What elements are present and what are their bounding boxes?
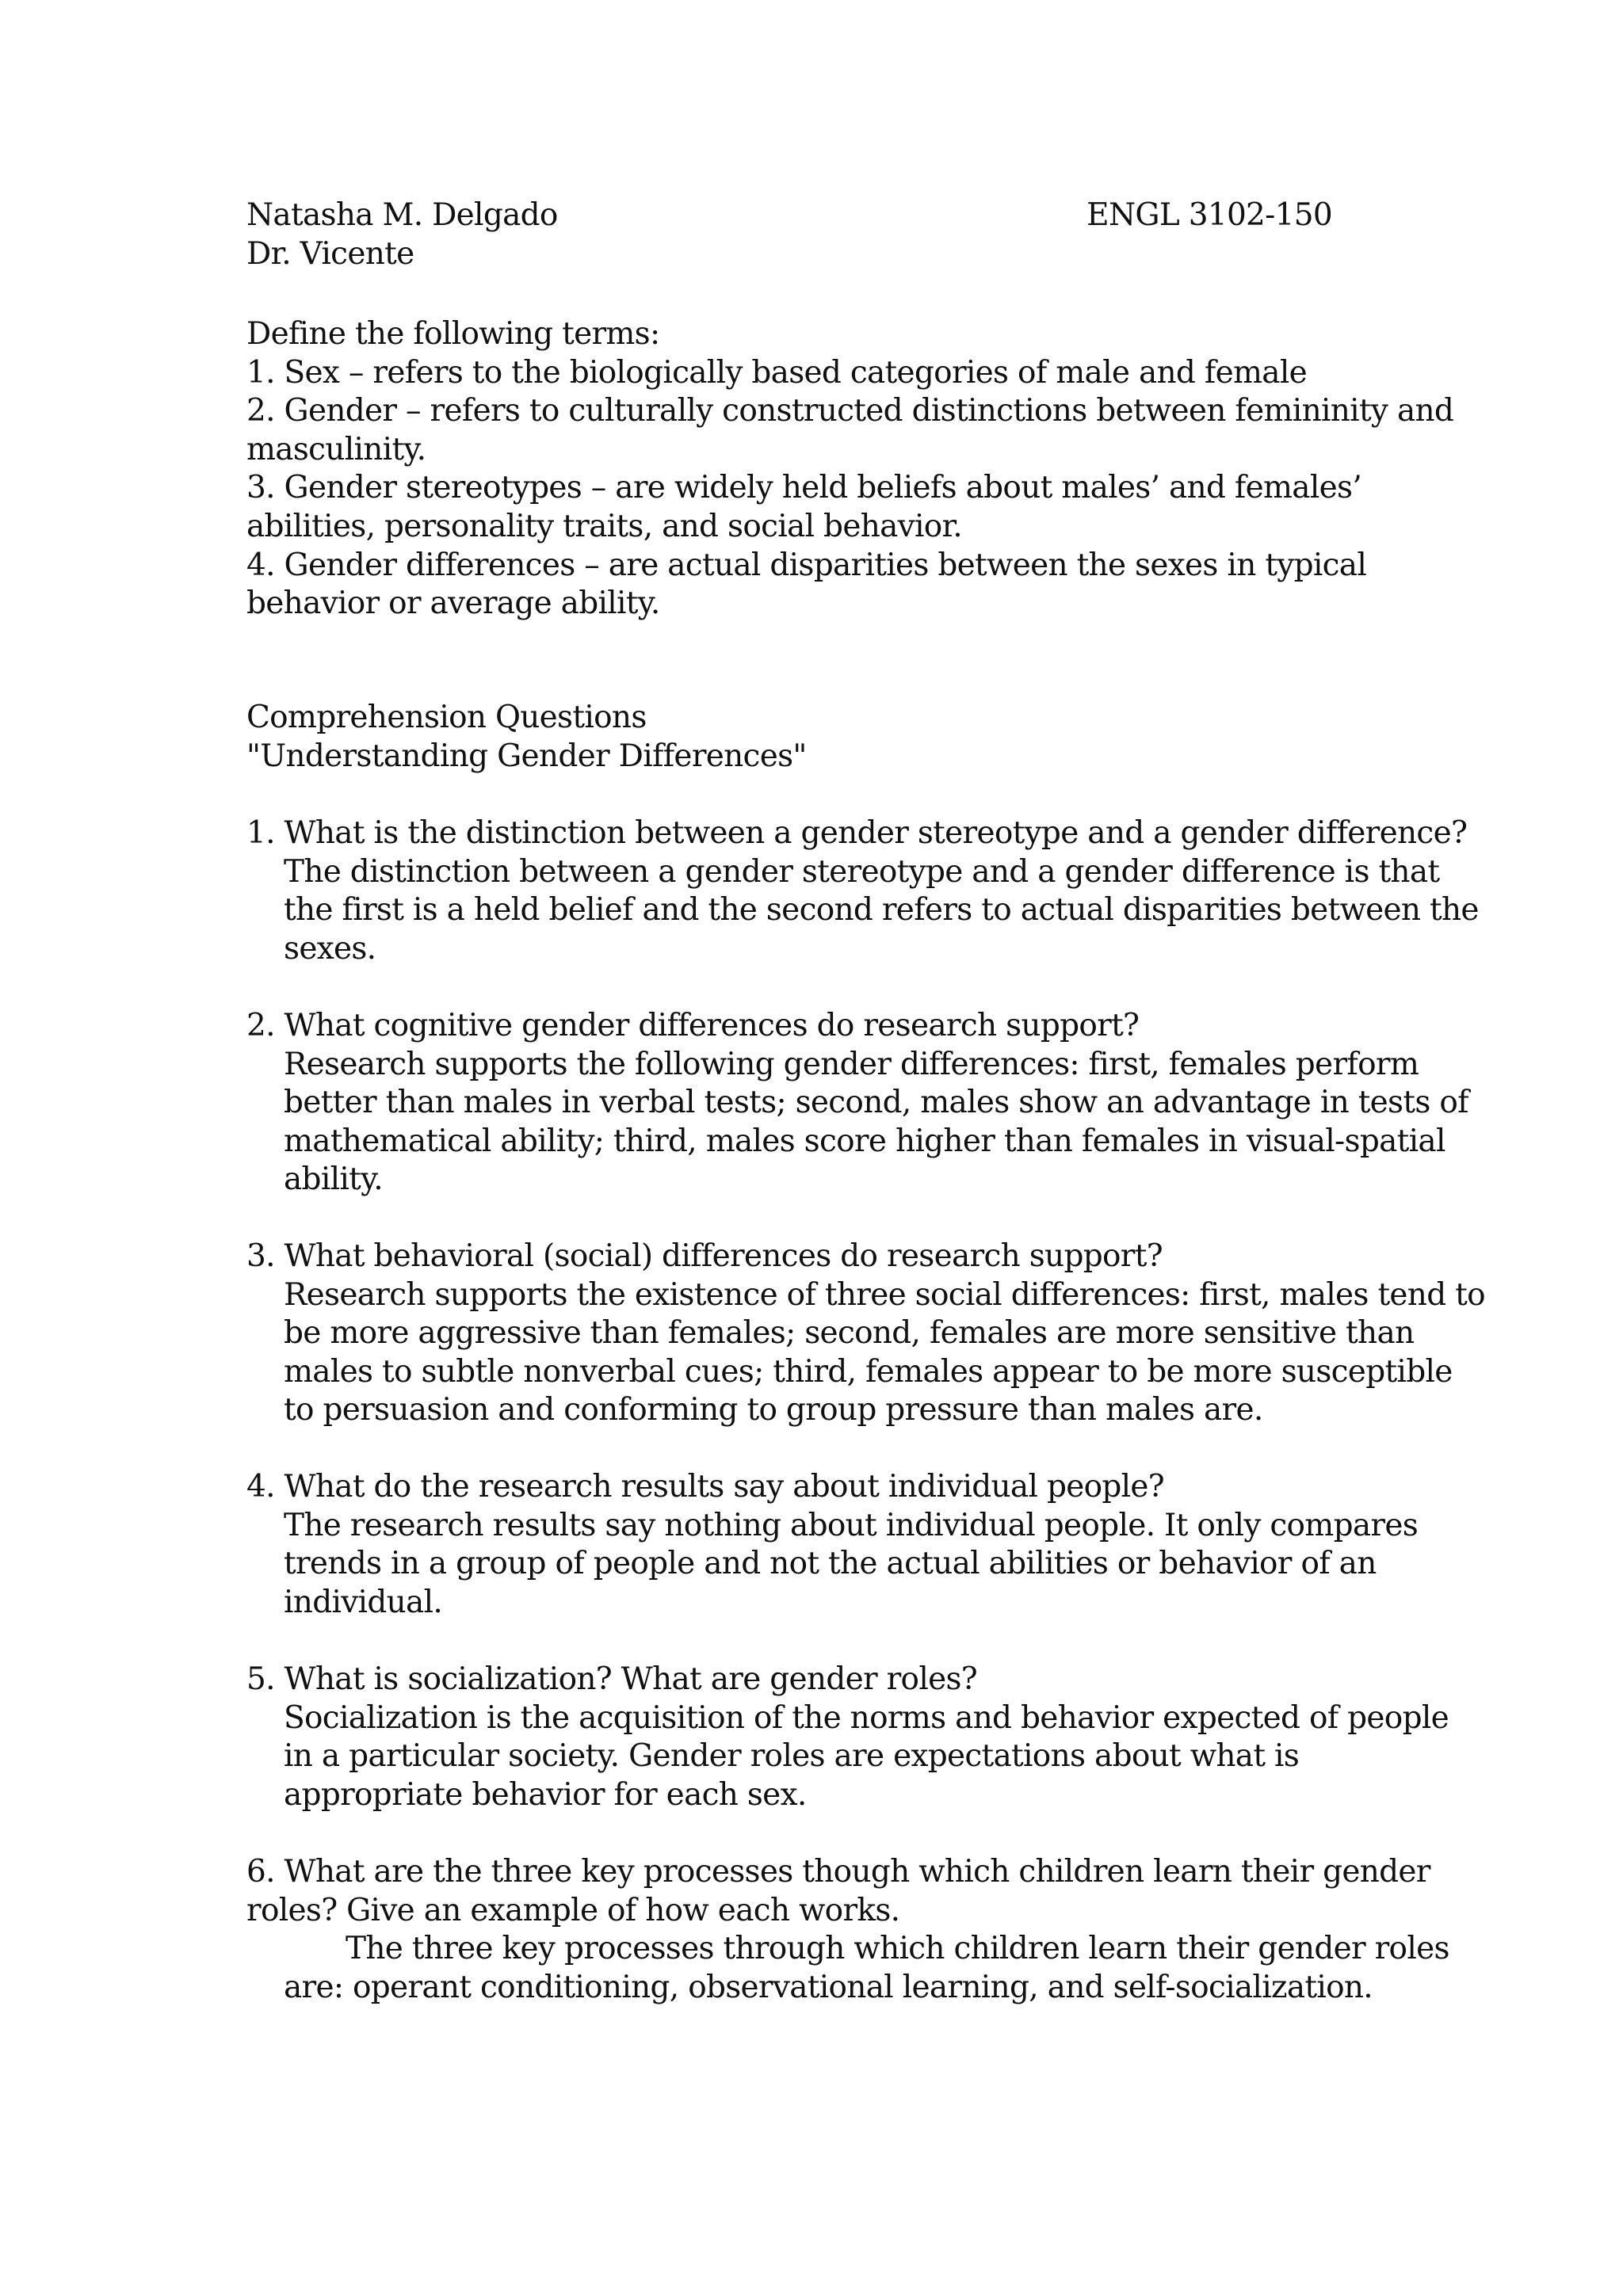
term-line: 1. Sex – refers to the biologically based categories of male and female bbox=[246, 354, 1307, 391]
answer-line: The distinction between a gender stereotype and a gender difference is that bbox=[284, 853, 1440, 890]
question-text: 3. What behavioral (social) differences do research support? bbox=[246, 1238, 1163, 1274]
comprehension-subheading: "Understanding Gender Differences" bbox=[246, 738, 807, 774]
term-line: 4. Gender differences – are actual disparities between the sexes in typical bbox=[246, 547, 1367, 583]
answer-line: be more aggressive than females; second, females are more sensitive than bbox=[284, 1315, 1415, 1352]
answer-line: in a particular society. Gender roles are expectations about what is bbox=[284, 1738, 1300, 1775]
term-line: 3. Gender stereotypes – are widely held beliefs about males’ and females’ bbox=[246, 470, 1362, 506]
question-block-1 bbox=[246, 814, 1479, 968]
question-text: 1. What is the distinction between a gender stereotype and a gender difference? bbox=[246, 815, 1468, 851]
answer-line: better than males in verbal tests; second, males show an advantage in tests of bbox=[284, 1085, 1468, 1121]
term-line: abilities, personality traits, and social behavior. bbox=[246, 508, 962, 544]
answer-line: individual. bbox=[284, 1584, 443, 1620]
answer-line: The three key processes through which children learn their gender roles bbox=[346, 1931, 1449, 1967]
answer-line: to persuasion and conforming to group pressure than males are. bbox=[284, 1392, 1263, 1428]
answer-line: ability. bbox=[284, 1161, 383, 1198]
question-block-4 bbox=[246, 1468, 1418, 1622]
student-name: Natasha M. Delgado bbox=[246, 197, 558, 233]
answer-line: males to subtle nonverbal cues; third, females appear to be more susceptible bbox=[284, 1353, 1453, 1390]
document-header bbox=[246, 196, 1380, 273]
term-line: masculinity. bbox=[246, 431, 426, 467]
terms-intro: Define the following terms: bbox=[246, 316, 660, 352]
answer-line: trends in a group of people and not the actual abilities or behavior of an bbox=[284, 1546, 1377, 1582]
question-block-3 bbox=[246, 1238, 1485, 1430]
comprehension-heading: Comprehension Questions bbox=[246, 700, 647, 735]
answer-line: Research supports the following gender differences: first, females perform bbox=[284, 1046, 1419, 1082]
question-text: 6. What are the three key processes though which children learn their gender bbox=[246, 1854, 1430, 1890]
question-text: roles? Give an example of how each works. bbox=[246, 1892, 900, 1928]
comprehension-heading-block bbox=[246, 699, 807, 776]
question-text: 4. What do the research results say about individual people? bbox=[246, 1469, 1164, 1505]
answer-line: The research results say nothing about individual people. It only compares bbox=[284, 1507, 1419, 1543]
question-block-2 bbox=[246, 1007, 1468, 1199]
term-line: 2. Gender – refers to culturally constructed distinctions between femininity and bbox=[246, 393, 1454, 429]
answer-line: are: operant conditioning, observational learning, and self-socialization. bbox=[284, 1969, 1373, 2005]
question-text: 5. What is socialization? What are gender roles? bbox=[246, 1661, 978, 1697]
question-block-6 bbox=[246, 1853, 1449, 2007]
question-block-5 bbox=[246, 1661, 1449, 1814]
answer-line: sexes. bbox=[284, 930, 376, 967]
answer-line: Socialization is the acquisition of the norms and behavior expected of people bbox=[284, 1699, 1449, 1736]
answer-line: appropriate behavior for each sex. bbox=[284, 1776, 807, 1813]
terms-section bbox=[246, 315, 1453, 624]
header-row bbox=[246, 196, 1332, 235]
answer-line: Research supports the existence of three social differences: first, males tend to bbox=[284, 1276, 1485, 1313]
answer-line: mathematical ability; third, males score higher than females in visual-spatial bbox=[284, 1123, 1445, 1159]
course-code: ENGL 3102-150 bbox=[1086, 197, 1332, 233]
question-text: 2. What cognitive gender differences do research support? bbox=[246, 1008, 1140, 1043]
term-line: behavior or average ability. bbox=[246, 585, 660, 622]
professor-name: Dr. Vicente bbox=[246, 235, 414, 272]
answer-line: the first is a held belief and the second refers to actual disparities between the bbox=[284, 892, 1479, 929]
